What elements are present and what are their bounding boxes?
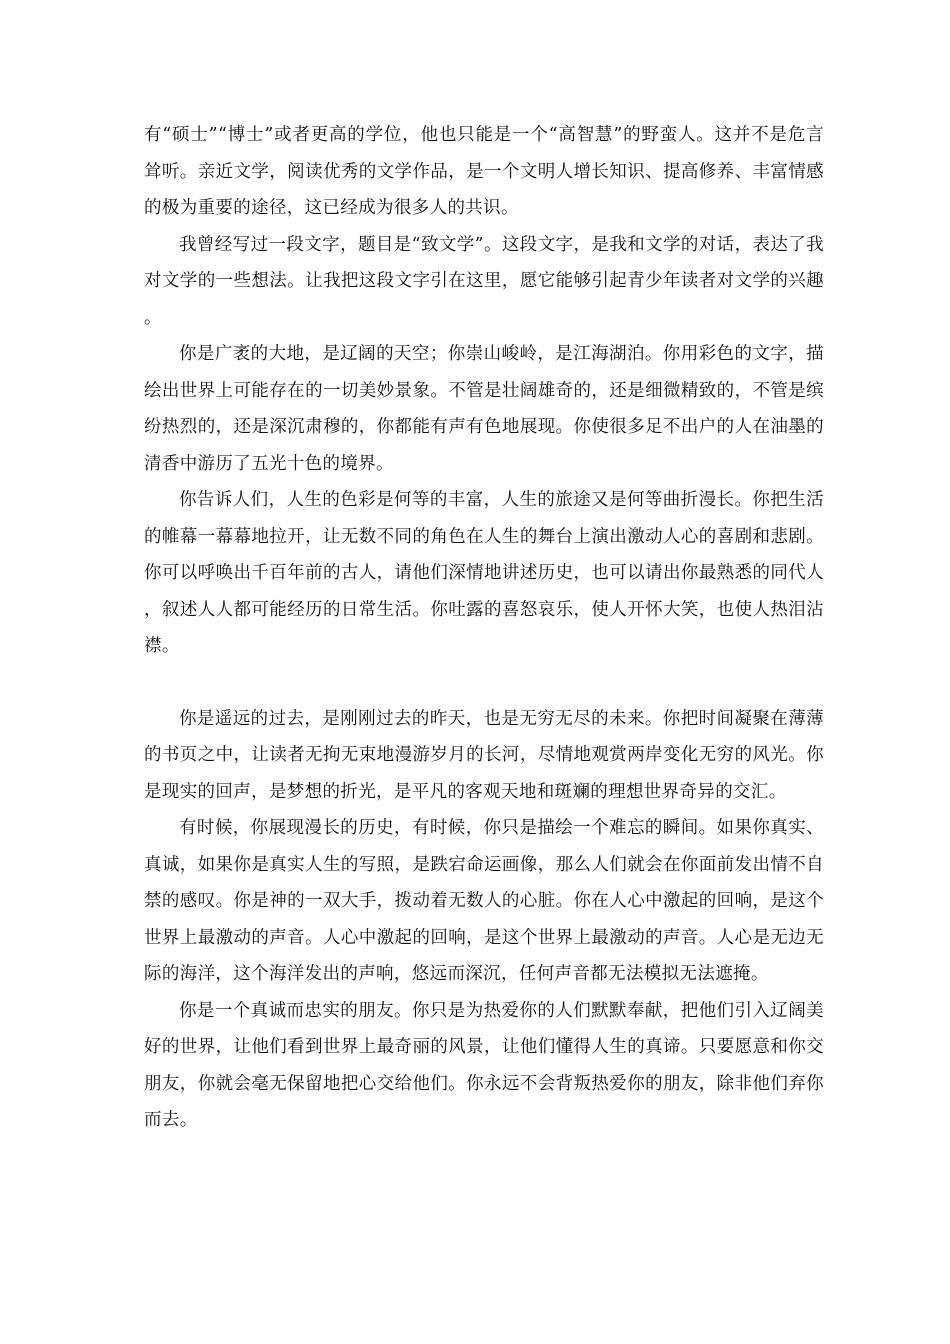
paragraph-earth-sky: 你是广袤的大地，是辽阔的天空；你崇山峻岭，是江海湖泊。你用彩色的文字，描绘出世界上可能存在的一切美妙景象。不管是壮阔雄奇的，还是细微精致的，不管是缤纷热烈的，还是深沉肃穆的，你都能有声有色地展现。你使很多足不出户的人在油墨的清香中游历了五光十色的境界。 bbox=[144, 344, 824, 474]
paragraph-zhi-wenxue-intro: 我曾经写过一段文字，题目是“致文学”。这段文字，是我和文学的对话，表达了我对文学的一些想法。让我把这段文字引在这里，愿它能够引起青少年读者对文学的兴趣。 bbox=[144, 234, 824, 328]
paragraph-continuation: 有“硕士”“博士”或者更高的学位，他也只能是一个“高智慧”的野蛮人。这并不是危言耸听。亲近文学，阅读优秀的文学作品，是一个文明人增长知识、提高修养、丰富情感的极为重要的途径，这已经成为很多人的共识。 bbox=[144, 125, 824, 218]
article-body bbox=[144, 117, 824, 1139]
paragraph-past-future: 你是遥远的过去，是刚刚过去的昨天，也是无穷无尽的未来。你把时间凝聚在薄薄的书页之中，让读者无拘无束地漫游岁月的长河，尽情地观赏两岸变化无穷的风光。你是现实的回声，是梦想的折光，是平凡的客观天地和斑斓的理想世界奇异的交汇。 bbox=[144, 708, 824, 802]
paragraph-gap bbox=[144, 665, 824, 701]
paragraph-history-moment: 有时候，你展现漫长的历史，有时候，你只是描绘一个难忘的瞬间。如果你真实、真诚，如果你是真实人生的写照，是跌宕命运画像，那么人们就会在你面前发出情不自禁的感叹。你是神的一双大手，拨动着无数人的心脏。你在人心中激起的回响，是这个世界上最激动的声音。人心中激起的回响，是这个世界上最激动的声音。人心是无边无际的海洋，这个海洋发出的声响，悠远而深沉，任何声音都无法模拟无法遮掩。 bbox=[144, 818, 824, 984]
paragraph-faithful-friend: 你是一个真诚而忠实的朋友。你只是为热爱你的人们默默奉献，把他们引入辽阔美好的世界，让他们看到世界上最奇丽的风景，让他们懂得人生的真谛。只要愿意和你交朋友，你就会毫无保留地把心交给他们。你永远不会背叛热爱你的朋友，除非他们弃你而去。 bbox=[144, 1000, 824, 1130]
paragraph-life-colors: 你告诉人们，人生的色彩是何等的丰富，人生的旅途又是何等曲折漫长。你把生活的帷幕一幕幕地拉开，让无数不同的角色在人生的舞台上演出激动人心的喜剧和悲剧。你可以呼唤出千百年前的古人，请他们深情地讲述历史，也可以请出你最熟悉的同代人，叙述人人都可能经历的日常生活。你吐露的喜怒哀乐，使人开怀大笑，也使人热泪沾襟。 bbox=[144, 490, 824, 656]
